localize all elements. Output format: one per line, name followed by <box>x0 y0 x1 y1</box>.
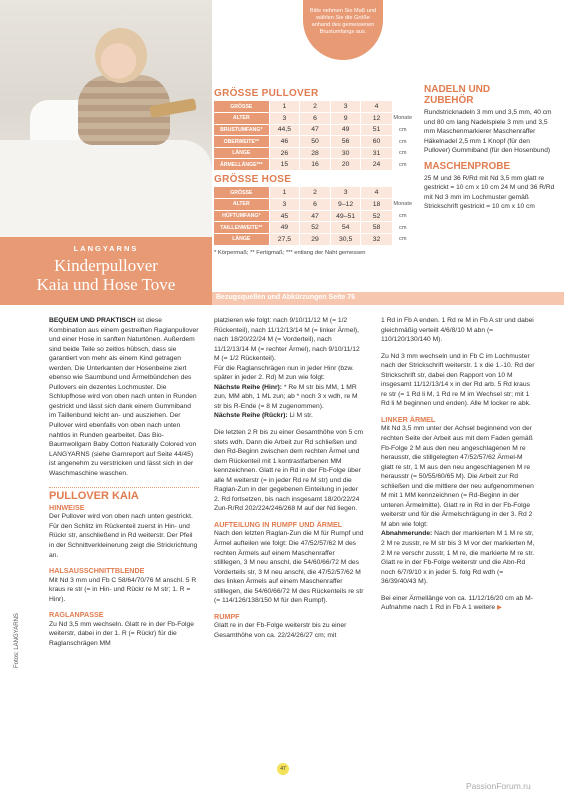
next-row-ws-text: Li M str. <box>287 412 313 420</box>
brand-label: LANGYARNS <box>73 244 139 253</box>
size-value: 20 <box>330 159 361 171</box>
size-value: 58 <box>361 222 392 234</box>
next-row-rs-text: * Re M str bis MM, 1 MR zun, MM abh, 1 ML zun; ab * noch 3 x wdh, re M str bis R-Ende (= 8 M zugenommen). <box>214 383 358 410</box>
size-value: 28 <box>300 147 331 159</box>
size-value: 49 <box>269 222 300 234</box>
size-unit: cm <box>399 213 407 220</box>
size-row <box>214 187 414 199</box>
abnahmerunde-label: Abnahmerunde: <box>381 530 433 538</box>
size-row-label: BRUSTUMFANG* <box>214 124 269 136</box>
size-footnote: * Körpermaß; ** Fertigmaß; *** entlang der Naht gemessen <box>214 249 366 256</box>
pullover-size-title: GRÖSSE PULLOVER <box>214 88 319 99</box>
materials-column <box>424 84 556 212</box>
size-value: 24 <box>361 159 392 171</box>
size-unit <box>392 187 414 199</box>
header-photo <box>0 0 212 237</box>
size-value: 6 <box>300 113 331 125</box>
size-value: 51 <box>361 124 392 136</box>
size-row <box>214 210 414 222</box>
size-unit: Monate <box>393 201 413 208</box>
size-value: 15 <box>269 159 300 171</box>
article-title <box>0 256 212 294</box>
para-hinweise: Der Pullover wird von oben nach unten gestrickt. Für den Schlitz im Rückenteil zuerst in Hin- und Rückr str, anschließend in Rd weiterstr. Der Pfeil in der Schnittverkleinerung zeigt die Strickrichtung an. <box>49 513 198 559</box>
needles-heading-1: NADELN UND <box>424 84 491 95</box>
size-value: 3 <box>330 187 361 199</box>
size-hint-bubble: Bitte nehmen Sie Maß und wählen Sie die Größe anhand des gemessenen Brustumfangs aus. <box>303 0 383 60</box>
hose-size-title: GRÖSSE HOSE <box>214 174 292 186</box>
para-aufteilung: Nach den letzten Raglan-Zun die M für Rumpf und Ärmel aufteilen wie folgt: Die 47/52/57/62 M des rechten Ärmels auf einem Maschenraffer stilllegen, 3 M neu anschl, die 54/60/66/72 M des Vorderteils str, 3 M neu anschl, die 47/52/57/62 M des linken Ärmels auf einem Maschenraffer stilllegen, die 54/60/66/72 M des Rückenteils re str (= 114/126/138/150 M für den Rumpf). <box>214 530 364 605</box>
aermellaenge-text: Bei einer Ärmellänge von ca. 11/12/16/20 cm ab M-Aufnahme nach 1 Rd in Fb A 1 weitere <box>381 594 533 612</box>
size-value: 1 <box>269 187 300 199</box>
size-value: 60 <box>361 136 392 148</box>
para-raglanpasse: Zu Nd 3,5 mm wechseln. Glatt re in der Fb-Folge weiterstr, dabei in der 1. R (= Rückr) für die Raglanschrägen MM <box>49 620 194 647</box>
size-row <box>214 233 414 245</box>
title-line-2: Kaia und Hose Tove <box>36 275 176 294</box>
child-head <box>95 28 147 83</box>
size-value: 52 <box>361 210 392 222</box>
para-abnahmerunde <box>381 529 537 586</box>
size-value: 56 <box>330 136 361 148</box>
size-value: 3 <box>269 199 300 211</box>
needles-heading-2: ZUBEHÖR <box>424 95 474 106</box>
para-next-row-rs <box>214 383 364 412</box>
size-value: 3 <box>269 113 300 125</box>
size-value: 1 <box>269 101 300 113</box>
size-value: 3 <box>330 101 361 113</box>
size-value: 12 <box>361 113 392 125</box>
size-unit: Monate <box>393 115 413 122</box>
size-row-label: TAILLENWEITE** <box>214 222 269 234</box>
size-value: 6 <box>300 199 331 211</box>
size-value: 44,5 <box>269 124 300 136</box>
size-unit: cm <box>399 138 407 145</box>
size-row-label: LÄNGE <box>214 233 269 245</box>
needles-text: Rundstricknadeln 3 mm und 3,5 mm, 40 cm und 80 cm lang Nadelspiele 3 mm und 3,5 mm Maschenmarkierer Maschenraffer Häkelnadel 2,5 mm 1 Knopf (für den Pullover) Gummiband (für den Hosenbund) <box>424 109 552 154</box>
size-row-label: LÄNGE <box>214 147 269 159</box>
para-rumpf-end: 1 Rd in Fb A enden. 1 Rd re M in Fb A str und dabei gleichmäßig verteilt 4/6/8/10 M abn (= 110/120/130/140 M). <box>381 317 534 344</box>
heading-rumpf: RUMPF <box>214 611 240 621</box>
sofa-seat <box>0 140 212 237</box>
size-value: 52 <box>300 222 331 234</box>
size-value: 26 <box>269 147 300 159</box>
size-unit: cm <box>399 150 407 157</box>
needles-heading <box>424 84 556 106</box>
size-row-label: GRÖSSE <box>214 187 269 199</box>
source-bar: Bezugsquellen und Abkürzungen Seite 76 <box>212 292 564 305</box>
size-row <box>214 113 414 125</box>
heading-hinweise: HINWEISE <box>49 502 85 512</box>
size-row <box>214 159 414 171</box>
size-value: 16 <box>300 159 331 171</box>
page-number: 47 <box>277 763 289 775</box>
watermark: PassionForum.ru <box>466 781 531 791</box>
size-row <box>214 199 414 211</box>
heading-aufteilung: AUFTEILUNG IN RUMPF UND ÄRMEL <box>214 519 343 529</box>
size-unit: cm <box>399 224 407 231</box>
next-row-rs-label: Nächste Reihe (Hinr): <box>214 383 283 391</box>
size-value: 46 <box>269 136 300 148</box>
hose-size-table <box>214 187 414 245</box>
size-row-label: ÄRMELLÄNGE*** <box>214 159 269 171</box>
size-value: 4 <box>361 187 392 199</box>
size-row-label: ALTER <box>214 199 269 211</box>
size-unit <box>392 101 414 113</box>
pullover-size-table <box>214 101 414 171</box>
para-join-round: Die letzten 2 R bis zu einer Gesamthöhe von 5 cm stets wdh. Dann die Arbeit zur Rd schließen und den Rd-Beginn zwischen dem rechten Ärmel und dem Rückenteil mit 1 kontrastfarbenen MM kennzeichnen. Glatt re in Rd in der Fb-Folge über alle M weiterstr (= in jeder Rd re M str) und die Raglan-Zun in der gegebenen Einteilung in jeder 2. Rd fortsetzen, bis nach insgesamt 18/20/22/24 Zun-R/Rd 202/224/246/268 M auf der Nd liegen. <box>214 429 364 513</box>
para-raglan-increase: Für die Raglanschrägen nun in jeder Hinr (bzw. später in jeder 2. Rd) M zun wie folgt: <box>214 364 354 382</box>
para-next-row-ws <box>214 411 364 421</box>
intro-paragraph <box>49 316 199 478</box>
size-value: 9 <box>330 113 361 125</box>
size-value: 49–51 <box>330 210 361 222</box>
size-value: 2 <box>300 187 331 199</box>
text-column-3 <box>381 316 537 613</box>
intro-bold: BEQUEM UND PRAKTISCH <box>49 317 136 324</box>
size-row <box>214 222 414 234</box>
size-value: 4 <box>361 101 392 113</box>
section-pullover-kaia: PULLOVER KAIA <box>49 487 199 502</box>
heading-raglanpasse: RAGLANPASSE <box>49 610 104 620</box>
continue-arrow-icon: ▶ <box>497 604 503 612</box>
title-line-1: Kinderpullover <box>54 256 158 275</box>
size-value: 27,5 <box>269 233 300 245</box>
size-value: 45 <box>269 210 300 222</box>
size-row-label: OBERWEITE** <box>214 136 269 148</box>
size-value: 54 <box>330 222 361 234</box>
size-unit: cm <box>399 236 407 243</box>
size-value: 49 <box>330 124 361 136</box>
size-tables <box>214 88 414 256</box>
size-value: 47 <box>300 124 331 136</box>
size-row <box>214 147 414 159</box>
size-value: 30,5 <box>330 233 361 245</box>
para-markers: platzieren wie folgt: nach 9/10/11/12 M (= 1/2 Rückenteil), nach 11/12/13/14 M (= linker Ärmel), nach 18/20/22/24 M (= Vorderteil), nach 11/12/13/14 M (= rechter Ärmel), nach 9/10/11/12 M (= 1/2 Rückenteil). <box>214 317 360 363</box>
para-halsausschnitt: Mit Nd 3 mm und Fb C 58/64/70/76 M anschl. 5 R kraus re str (= in Hin- und Rückr re M str; 1. R = Hinr). <box>49 576 197 603</box>
size-row-label: ALTER <box>214 113 269 125</box>
abnahmerunde-text: Nach der markierten M 1 M re str, 2 M re zusstr, re M str bis 3 M vor der markierten M, 2 M re verschr zusstr, 1 M re, die markierte M re str. Glatt re in der Fb-Folge weiterstr und die Abn-Rd noch 6/7/9/10 x in jeder 5. folg Rd wdh (= 36/39/40/43 M). <box>381 530 535 586</box>
text-column-2 <box>214 316 364 641</box>
size-value: 2 <box>300 101 331 113</box>
text-column-1 <box>49 316 199 649</box>
size-unit: cm <box>399 126 407 133</box>
para-linker-aermel: Mit Nd 3,5 mm unter der Achsel beginnend von der rechten Seite der Arbeit aus mit dem Faden gemäß Fb-Folge 2 M aus den neu angeschlagenen M re herausstr, die stillgelegten 47/52/57/62 Ärmel-M glatt re str, 1 M aus den neu angeschlagenen M re herausstr (= 50/55/60/65 M). Die Arbeit zur Rd schließen und die mittlere der neu aufgenommenen M mit 1 MM kennzeichnen (= Rd-Beginn in der unteren Ärmelmitte). Glatt re in Rd in der Fb-Folge weiterstr und für die Ärmelschrägung in der 3. Rd 2 M abn wie folgt: <box>381 425 534 528</box>
para-lochmuster: Zu Nd 3 mm wechseln und in Fb C im Lochmuster nach der Strickschrift weiterstr. 1 x die 1.-10. Rd der Strickschrift str, dabei den Rapport von 10 M insgesamt 11/12/13/14 x in der Rd arb. 5 Rd kraus re str (= 1 Rd li M, 1 Rd re M im Wechsel str; mit 1 Rd li M beginnen und enden). Alle M locker re abk. <box>381 352 535 408</box>
photo-credit: Fotos: LANGYARNS <box>14 613 20 668</box>
size-row <box>214 124 414 136</box>
para-rumpf: Glatt re in der Fb-Folge weiterstr bis zu einer Gesamthöhe von ca. 22/24/26/27 cm; mit <box>214 622 347 639</box>
intro-text: ist diese Kombination aus einem gestreiften Raglanpullover und einer Hose in sanften Naturtönen. Außerdem sind beide Teile so zeitlos hübsch, dass sie garantiert von mehr als einem Kind getragen werden. Die Unterkanten der Hosenbeine ziert ebenso wie Saumbund und Ärmelbündchen des Pullovers ein dezentes Lochmuster. Die Schlupfhose wird von oben nach unten in Runden gestrickt und lässt sich dank einem Gummiband im Taillenbund leicht an- und ausziehen. Der Pullover wird ebenfalls von oben nach unten nahtlos in Runden gearbeitet. Das Bio-Baumwollgarn Baby Cotton Naturally Colored von LANGYARNS (siehe Garnreport auf Seite 44/45) ist angenehm zu verstricken und lässt sich in der Waschmaschine waschen. <box>49 317 199 477</box>
size-row-label: GRÖSSE <box>214 101 269 113</box>
size-value: 9–12 <box>330 199 361 211</box>
size-value: 47 <box>300 210 331 222</box>
size-unit: cm <box>399 161 407 168</box>
size-value: 31 <box>361 147 392 159</box>
size-row-label: HÜFTUMFANG* <box>214 210 269 222</box>
heading-linker-aermel: LINKER ÄRMEL <box>381 414 436 424</box>
size-value: 50 <box>300 136 331 148</box>
size-row <box>214 101 414 113</box>
gauge-text: 25 M und 36 R/Rd mit Nd 3,5 mm glatt re gestrickt = 10 cm x 10 cm 24 M und 36 R/Rd mit Nd 3 mm im Lochmuster gemäß Strickschrift gestrickt = 10 cm x 10 cm <box>424 174 555 210</box>
size-row <box>214 136 414 148</box>
size-value: 18 <box>361 199 392 211</box>
para-aermellaenge <box>381 594 537 613</box>
size-value: 32 <box>361 233 392 245</box>
size-value: 30 <box>330 147 361 159</box>
gauge-heading: MASCHENPROBE <box>424 160 511 172</box>
next-row-ws-label: Nächste Reihe (Rückr): <box>214 412 288 420</box>
heading-halsausschnitt: HALSAUSSCHNITTBLENDE <box>49 566 145 576</box>
size-value: 29 <box>300 233 331 245</box>
